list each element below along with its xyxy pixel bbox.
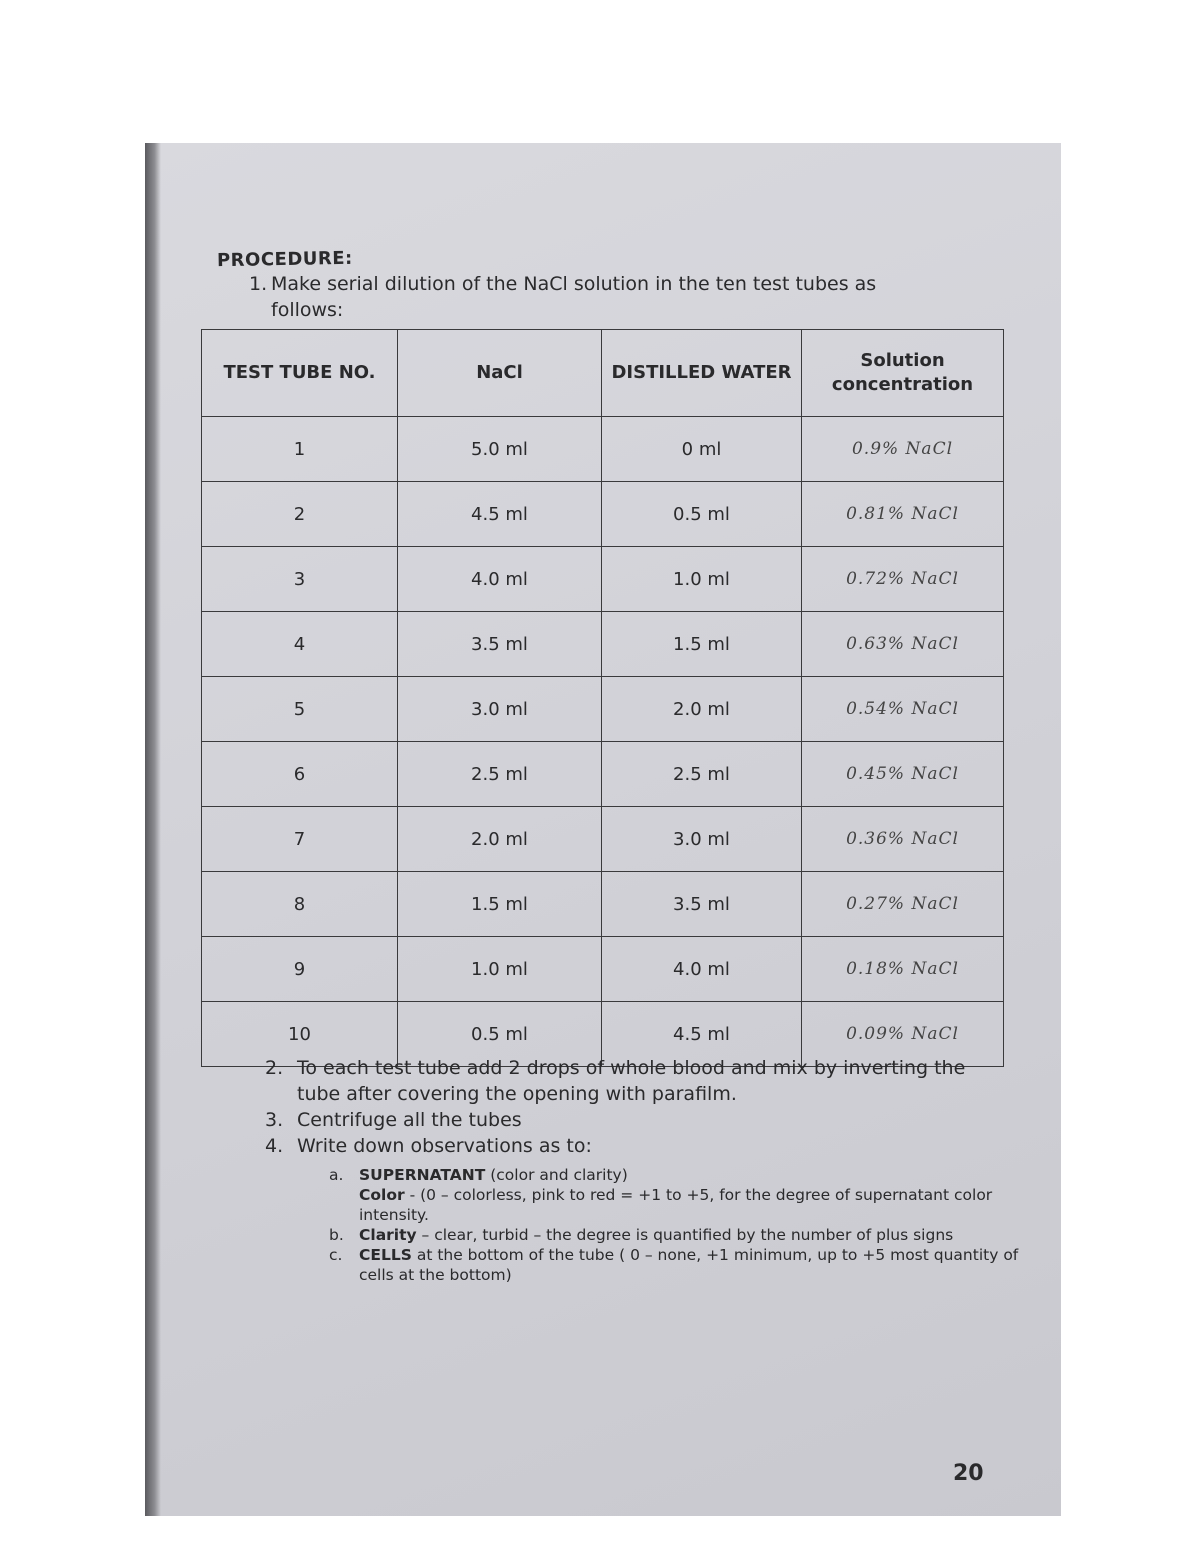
step-4-number: 4.: [265, 1135, 284, 1157]
tube-number: 2: [202, 482, 398, 547]
supernatant-text: (color and clarity): [485, 1166, 628, 1184]
tube-number: 6: [202, 742, 398, 807]
table-row: [202, 612, 1004, 677]
step-4-text: Write down observations as to:: [297, 1135, 592, 1157]
header-solution-concentration: Solution concentration: [802, 330, 1004, 417]
observation-c: [329, 1245, 1019, 1285]
header-nacl: NaCl: [398, 330, 602, 417]
table-row: [202, 937, 1004, 1002]
nacl-volume: 0.5 ml: [398, 1002, 602, 1067]
water-volume: 0.5 ml: [602, 482, 802, 547]
procedure-steps-list: [265, 1055, 985, 1159]
nacl-volume: 3.5 ml: [398, 612, 602, 677]
clarity-label: Clarity: [359, 1226, 417, 1244]
table-header-row: [202, 330, 1004, 417]
water-volume: 4.5 ml: [602, 1002, 802, 1067]
color-text: - (0 – colorless, pink to red = +1 to +5, for the degree of supernatant color intensity.: [359, 1186, 993, 1224]
tube-number: 5: [202, 677, 398, 742]
cells-label: CELLS: [359, 1246, 412, 1264]
nacl-volume: 4.5 ml: [398, 482, 602, 547]
document-page: [145, 143, 1061, 1516]
step-2-number: 2.: [265, 1057, 284, 1079]
concentration-handwritten: 0.09% NaCl: [802, 1002, 1004, 1067]
nacl-volume: 4.0 ml: [398, 547, 602, 612]
observation-b: [329, 1225, 1019, 1245]
step-4: [265, 1133, 985, 1159]
concentration-handwritten: 0.9% NaCl: [802, 417, 1004, 482]
water-volume: 3.0 ml: [602, 807, 802, 872]
header-distilled-water: DISTILLED WATER: [602, 330, 802, 417]
concentration-handwritten: 0.36% NaCl: [802, 807, 1004, 872]
table-row: [202, 872, 1004, 937]
concentration-handwritten: 0.72% NaCl: [802, 547, 1004, 612]
concentration-handwritten: 0.81% NaCl: [802, 482, 1004, 547]
dilution-table: [201, 329, 1004, 1067]
tube-number: 4: [202, 612, 398, 677]
procedure-heading: PROCEDURE:: [216, 247, 353, 272]
nacl-volume: 3.0 ml: [398, 677, 602, 742]
observation-color: [359, 1185, 1019, 1225]
observation-b-letter: b.: [329, 1226, 344, 1244]
header-test-tube-no: TEST TUBE NO.: [202, 330, 398, 417]
water-volume: 1.5 ml: [602, 612, 802, 677]
step-2: [265, 1055, 985, 1107]
step-3-text: Centrifuge all the tubes: [297, 1109, 522, 1131]
table-row: [202, 807, 1004, 872]
table-row: [202, 677, 1004, 742]
nacl-volume: 1.5 ml: [398, 872, 602, 937]
observation-sublist: [329, 1165, 1019, 1285]
tube-number: 3: [202, 547, 398, 612]
step-1: [249, 271, 951, 323]
table-row: [202, 417, 1004, 482]
observation-a: [329, 1165, 1019, 1185]
concentration-handwritten: 0.27% NaCl: [802, 872, 1004, 937]
color-label: Color: [359, 1186, 405, 1204]
step-3: [265, 1107, 985, 1133]
concentration-handwritten: 0.54% NaCl: [802, 677, 1004, 742]
tube-number: 7: [202, 807, 398, 872]
observation-c-letter: c.: [329, 1246, 343, 1264]
step-2-text: To each test tube add 2 drops of whole blood and mix by inverting the tube after covering the opening with parafilm.: [297, 1057, 966, 1105]
tube-number: 8: [202, 872, 398, 937]
nacl-volume: 1.0 ml: [398, 937, 602, 1002]
water-volume: 3.5 ml: [602, 872, 802, 937]
water-volume: 2.5 ml: [602, 742, 802, 807]
concentration-handwritten: 0.18% NaCl: [802, 937, 1004, 1002]
page-number: 20: [953, 1461, 984, 1486]
table-row: [202, 742, 1004, 807]
observation-a-letter: a.: [329, 1166, 344, 1184]
nacl-volume: 2.0 ml: [398, 807, 602, 872]
supernatant-label: SUPERNATANT: [359, 1166, 486, 1184]
page-edge-shadow: [145, 143, 161, 1516]
water-volume: 1.0 ml: [602, 547, 802, 612]
table-row: [202, 547, 1004, 612]
tube-number: 1: [202, 417, 398, 482]
tube-number: 10: [202, 1002, 398, 1067]
table-row: [202, 482, 1004, 547]
water-volume: 4.0 ml: [602, 937, 802, 1002]
step-1-number: 1.: [249, 273, 268, 295]
water-volume: 2.0 ml: [602, 677, 802, 742]
step-1-text: Make serial dilution of the NaCl solution in the ten test tubes as follows:: [271, 273, 877, 321]
step-3-number: 3.: [265, 1109, 284, 1131]
tube-number: 9: [202, 937, 398, 1002]
nacl-volume: 5.0 ml: [398, 417, 602, 482]
water-volume: 0 ml: [602, 417, 802, 482]
nacl-volume: 2.5 ml: [398, 742, 602, 807]
concentration-handwritten: 0.63% NaCl: [802, 612, 1004, 677]
cells-text: at the bottom of the tube ( 0 – none, +1 minimum, up to +5 most quantity of cells at the bottom): [359, 1246, 1019, 1284]
concentration-handwritten: 0.45% NaCl: [802, 742, 1004, 807]
clarity-text: – clear, turbid – the degree is quantified by the number of plus signs: [416, 1226, 954, 1244]
